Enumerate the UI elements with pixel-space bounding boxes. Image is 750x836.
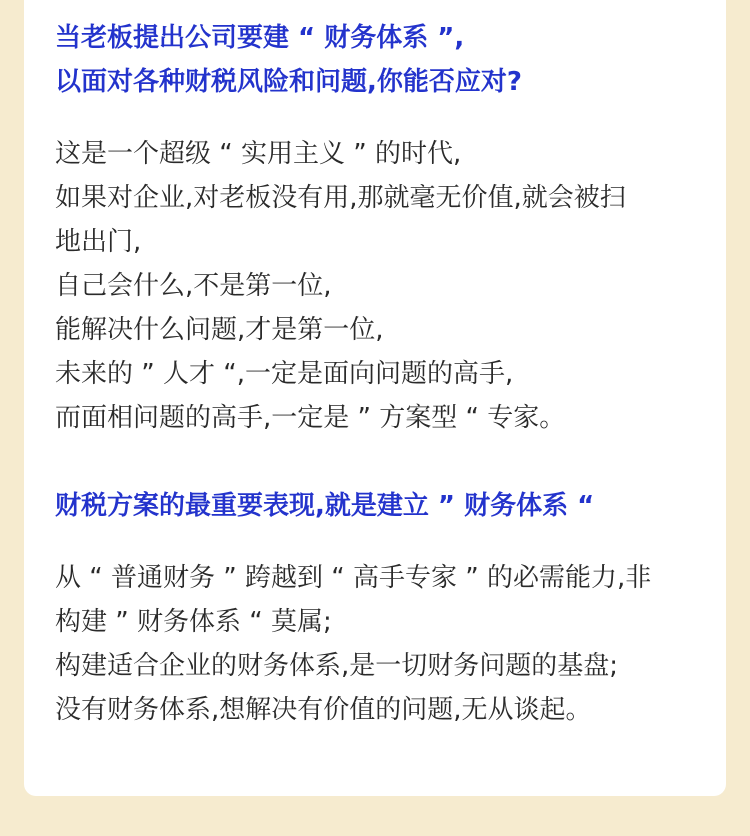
section-2-line-3: 构建适合企业的财务体系,是一切财务问题的基盘; — [55, 651, 619, 681]
section-1-line-7: 而面相问题的高手,一定是 ” 方案型 “ 专家。 — [55, 403, 566, 433]
section-1-line-5: 能解决什么问题,才是第一位, — [55, 315, 384, 345]
section-1-line-6: 未来的 ” 人才 “,一定是面向问题的高手, — [55, 359, 514, 389]
section-2-line-4: 没有财务体系,想解决有价值的问题,无从谈起。 — [55, 695, 592, 725]
content-card — [24, 0, 726, 796]
section-1-paragraph — [55, 132, 626, 440]
section-2-heading — [55, 484, 594, 528]
section-1-line-4: 自己会什么,不是第一位, — [55, 271, 332, 301]
section-2-line-2: 构建 ” 财务体系 “ 莫属; — [55, 607, 332, 637]
section-2-heading-line-1: 财税方案的最重要表现,就是建立 ” 财务体系 “ — [55, 491, 595, 521]
section-1-heading-line-2: 以面对各种财税风险和问题,你能否应对? — [55, 67, 522, 97]
section-1-heading-line-1: 当老板提出公司要建 “ 财务体系 ”, — [55, 23, 465, 53]
section-1-line-2: 如果对企业,对老板没有用,那就毫无价值,就会被扫 — [55, 183, 626, 213]
section-2-paragraph — [55, 556, 651, 732]
section-1-line-3: 地出门, — [55, 227, 142, 257]
section-1-heading — [55, 16, 522, 104]
section-2-line-1: 从 “ 普通财务 ” 跨越到 “ 高手专家 ” 的必需能力,非 — [55, 563, 652, 593]
section-1-line-1: 这是一个超级 “ 实用主义 ” 的时代, — [55, 139, 462, 169]
